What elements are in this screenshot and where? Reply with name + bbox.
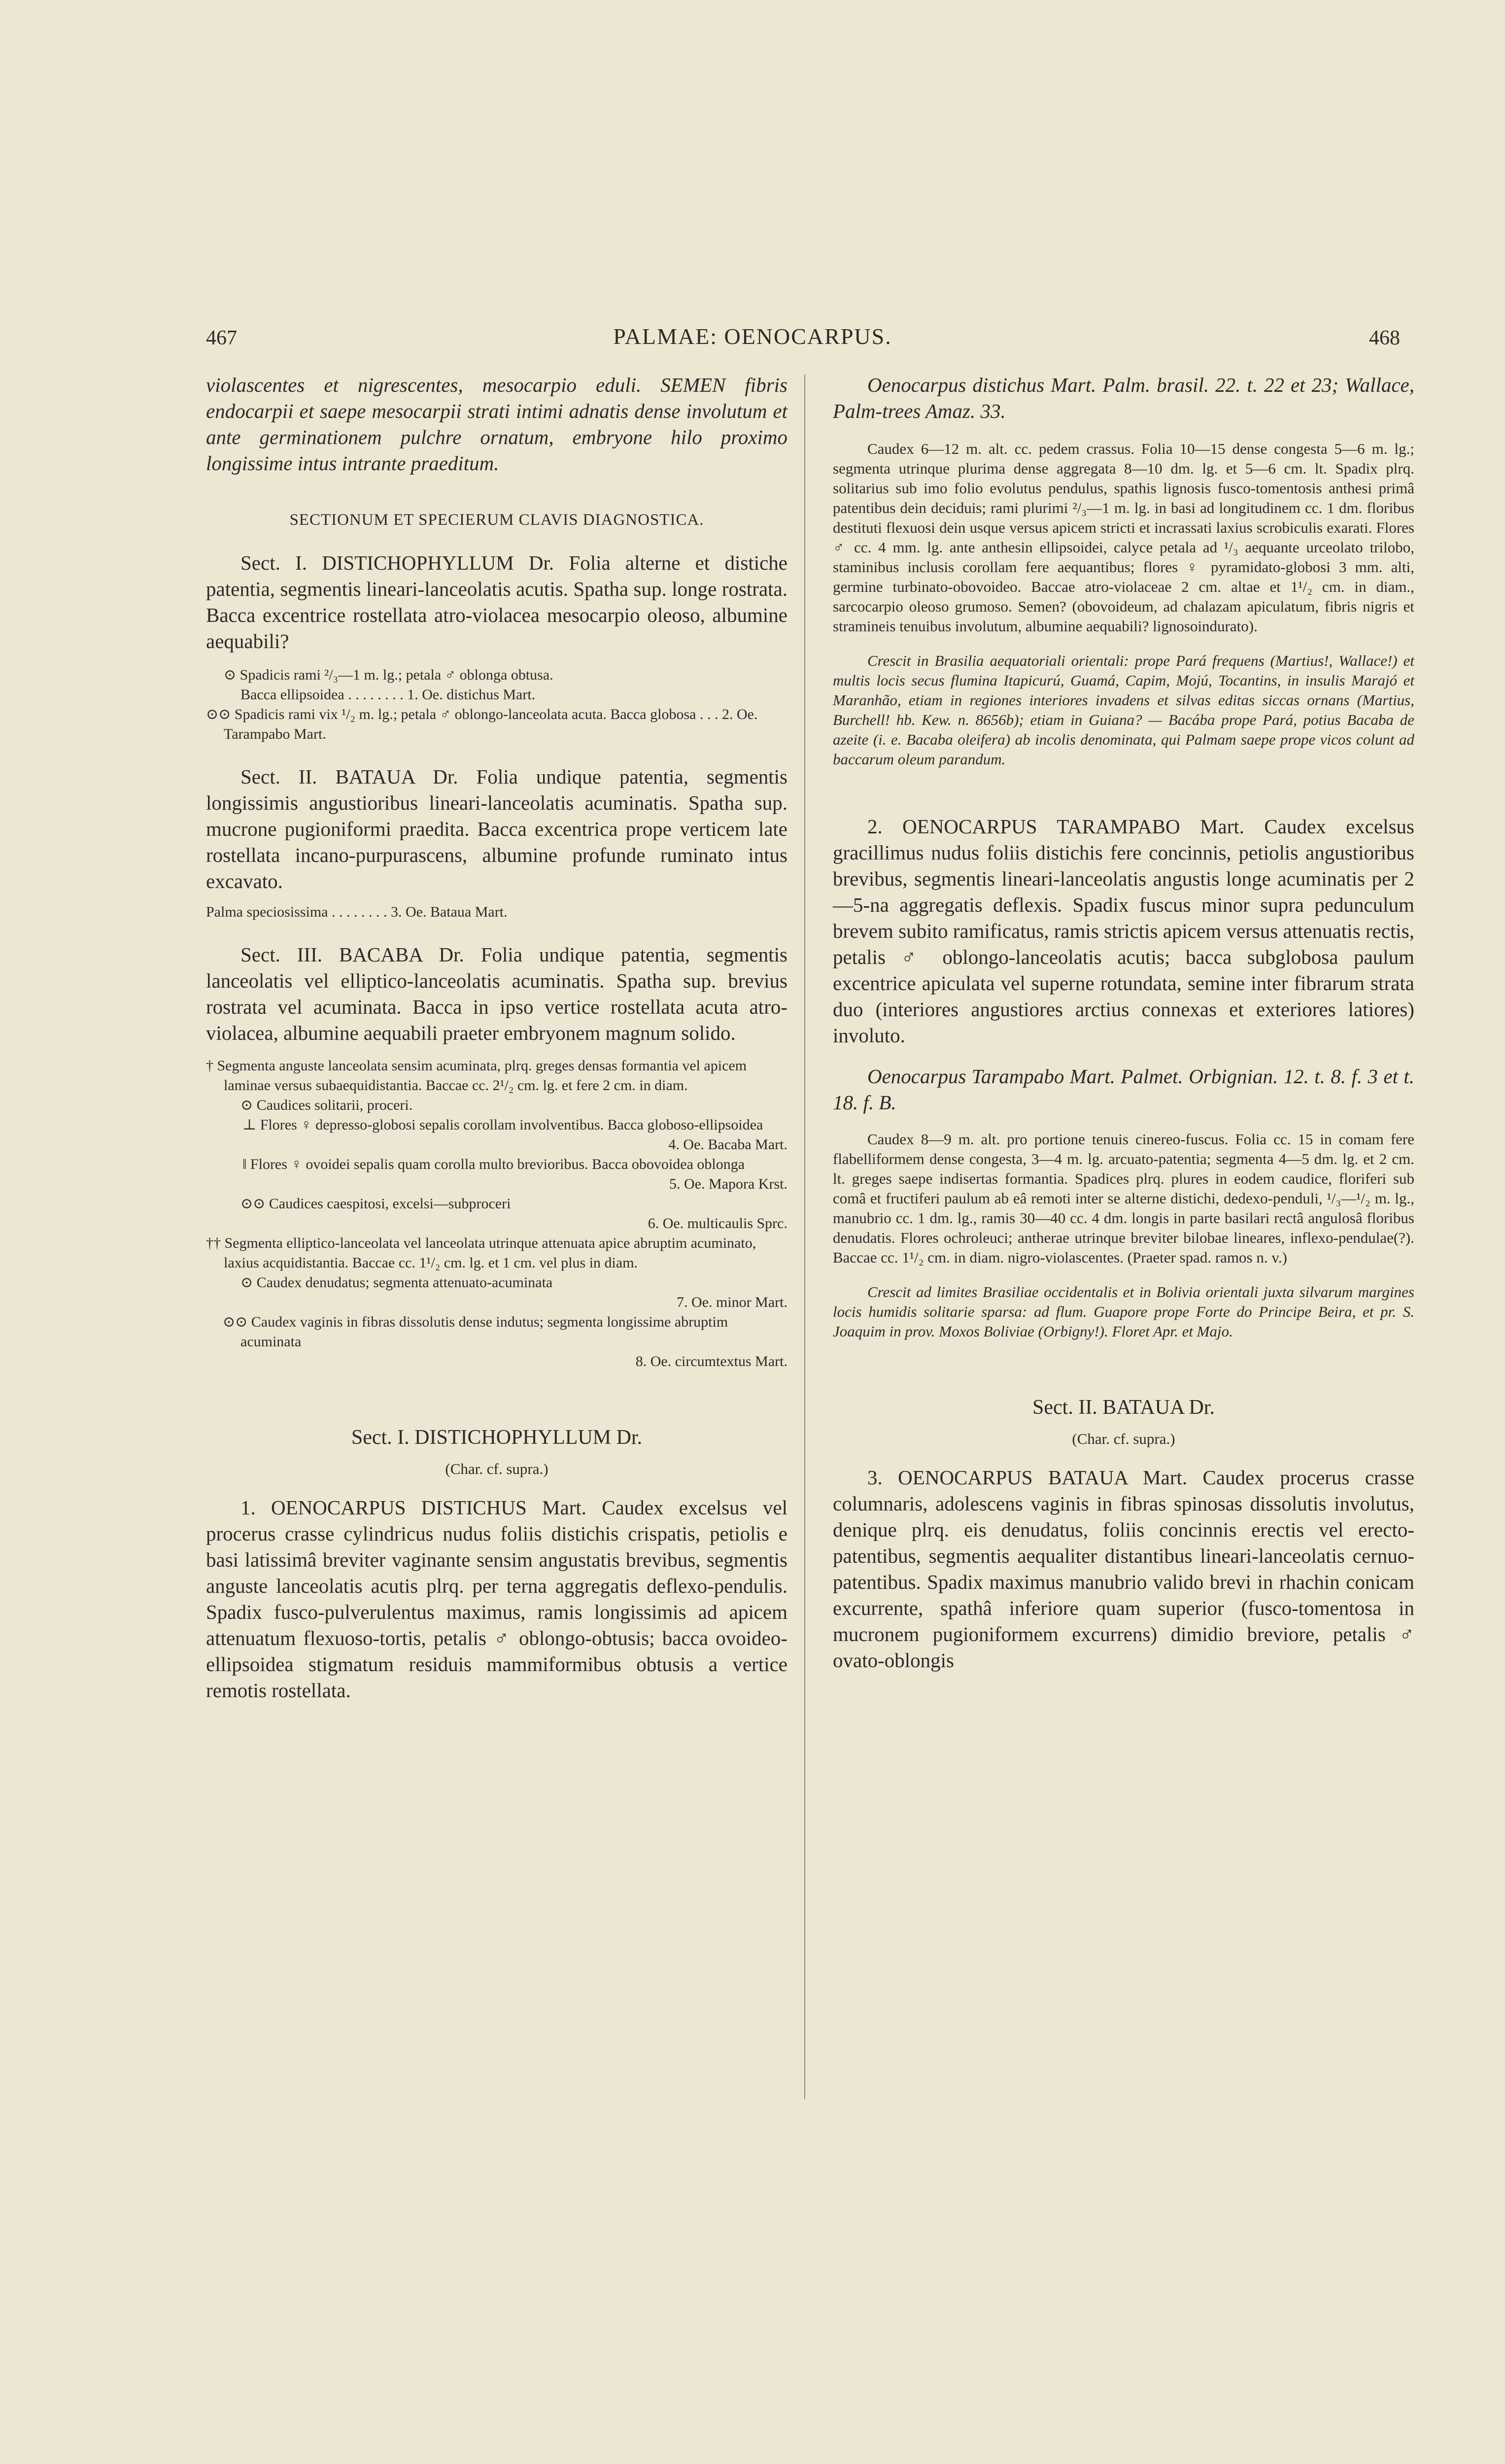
key-species: 8. Oe. circumtextus Mart. (635, 1353, 787, 1369)
key-entry: ⊥ Flores ♀ depresso-globosi sepalis corollam involventibus. Bacca globoso-ellipsoidea (242, 1117, 763, 1133)
key-species: 5. Oe. Mapora Krst. (669, 1176, 787, 1192)
section-heading: Sect. II. BATAUA Dr. (1032, 1396, 1215, 1419)
section-heading: Sect. I. DISTICHOPHYLLUM Dr. (351, 1426, 643, 1449)
column-rule (804, 375, 805, 2099)
species-2-details: Caudex 8—9 m. alt. pro portione tenuis cinereo-fuscus. Folia cc. 15 in comam fere flabelliformem dense congesta, 3—4 m. lg. arcuato-patentia; segmenta 4—5 dm. lg. et 2 cm. lt. greges saepe indisertas formantia. Spadices plrq. plures in eodem caudice, floriferi sub comâ et fructiferi paulum ab eâ remoti inter se alterne distichi, dedexo-penduli, ¹/₃—¹/₂ m. lg., manubrio cc. 1 dm. lg., ramis 30—40 cc. 4 dm. longis in parte basilari rectâ angulosâ floribus denudatis. Flores ochroleuci; antherae utrinque breviter bilobae lineares, inflexo-pendulae(?). Baccae cc. 1¹/₂ cm. in diam. nigro-violascentes. (Praeter spad. ramos n. v.) (833, 1130, 1414, 1266)
key-species: 4. Oe. Bacaba Mart. (668, 1136, 787, 1153)
sect1-key-paragraph: Sect. I. DISTICHOPHYLLUM Dr. Folia alterne et distiche patentia, segmentis lineari-lanceolatis acutis. Spatha sup. longe rostrata. Bacca excentrice rostellata atro-violacea mesocarpio oleoso, albumine aequabili? (206, 551, 787, 652)
sect3-key-entries (206, 1056, 787, 1371)
species-2-citation: Oenocarpus Tarampabo Mart. Palmet. Orbignian. 12. t. 8. f. 3 et t. 18. f. B. (833, 1065, 1414, 1114)
left-column (206, 372, 787, 1704)
species-1-description: 1. OENOCARPUS DISTICHUS Mart. Caudex excelsus vel procerus crasse cylindricus nudus foliis distichis crispatis, petiolis e basi latissimâ breviter vaginante sensim angustatis brevibus, segmentis anguste lanceolatis acutis plrq. per terna aggregatis deflexo-pendulis. Spadix fusco-pulverulentus maximus, ramis longissimis ad apicem attenuatum flexuoso-tortis, petalis ♂ oblongo-obtusis; bacca ovoideo-ellipsoidea stigmatum residuis mammiformibus obtusis a vertice remotis rostellata. (206, 1496, 787, 1702)
species-1-details: Caudex 6—12 m. alt. cc. pedem crassus. Folia 10—15 dense congesta 5—6 m. lg.; segmenta utrinque plurima dense aggregata 8—10 dm. lg. et 5—6 cm. lt. Spadix plrq. solitarius sub imo folio evolutus pendulus, spathis lignosis fusco-tomentosis anthesi primâ patentibus dein deciduis; rami plurimi ²/₃—1 m. lg. in basi ad longitudinem cc. 1 dm. floribus destituti flexuosi dein usque versus apicem stricti et incrassati laxius scrobiculis exarati. Flores ♂ cc. 4 mm. lg. ante anthesin ellipsoidei, calyce petala ad ¹/₃ aequante urceolato trilobo, staminibus inclusis corollam fere aequantibus; flores ♀ pyramidato-globosi 3 mm. alti, germine turbinato-obovoideo. Baccae atro-violaceae 2 cm. altae et 1¹/₂ cm. in diam., sarcocarpio oleoso grumoso. Semen? (obovoideum, ad chalazam apiculatum, fibris nigris et stramineis tenuibus involutum, albumine aequabili? lignosoindurato). (833, 440, 1414, 635)
species-2-description: 2. OENOCARPUS TARAMPABO Mart. Caudex excelsus gracillimus nudus foliis distichis fere concinnis, petiolis angustioribus brevibus, segmentis lineari-lanceolatis angustis longe acuminatis per 2—5-na aggregatis deflexis. Spadix fuscus minor supra pedunculum brevem subito ramificatus, ramis strictis apicem versus attenuatis rectis, petalis ♂ oblongo-lanceolatis acutis; bacca subglobosa paulum excentrice apiculata vel superne rotundata, semine inter fibrarum strata duo (interiores angustiores arctius connexas et exteriores latiores) involuto. (833, 815, 1414, 1047)
species-1-citation: Oenocarpus distichus Mart. Palm. brasil. 22. t. 22 et 23; Wallace, Palm-trees Amaz. 33. (833, 374, 1414, 422)
section-char-note: (Char. cf. supra.) (1072, 1430, 1175, 1447)
key-entry: ⊙⊙ Spadicis rami vix ¹/₂ m. lg.; petala ♂ oblongo-lanceolata acuta. Bacca globosa . . . 2. Oe. Tarampabo Mart. (206, 706, 758, 742)
key-entry: ⊙ Caudices solitarii, proceri. (240, 1097, 413, 1113)
page-number-right: 468 (1369, 327, 1400, 349)
right-column (833, 372, 1414, 1674)
running-head: PALMAE: OENOCARPUS. (613, 324, 892, 349)
key-species: 7. Oe. minor Mart. (677, 1294, 787, 1310)
species-1-habitat: Crescit in Brasilia aequatoriali orientali: prope Pará frequens (Martius!, Wallace!) et multis locis secus flumina Itapicurú, Guamá, Capim, Mojú, Tocantins, in insulis Marajó et Maranhão, etiam in regiones interiores invadens et silvas editas siccas ornans (Martius, Burchell! hb. Kew. n. 8656b); etiam in Guiana? — Bacába prope Pará, potius Bacaba de azeite (i. e. Bacaba oleifera) ab incolis denominata, qui Palmam saepe prope vicos colunt ad baccarum oleum parandum. (833, 652, 1414, 768)
key-title: SECTIONUM ET SPECIERUM CLAVIS DIAGNOSTICA. (289, 511, 704, 529)
key-species: 6. Oe. multicaulis Sprc. (648, 1215, 787, 1232)
key-entry: † Segmenta anguste lanceolata sensim acuminata, plrq. greges densas formantia vel apicem laminae versus subaequidistantia. Baccae cc. 2¹/₂ cm. lg. et fere 2 cm. in diam. (206, 1058, 747, 1094)
sect3-key-paragraph: Sect. III. BACABA Dr. Folia undique patentia, segmentis lanceolatis vel elliptico-lanceolatis acuminatis. Spatha sup. brevius rostrata vel acuminata. Bacca in ipso vertice rostellata acuta atro-violacea, albumine aequabili praeter embryonem magnum solido. (206, 943, 787, 1044)
sect2-key-paragraph: Sect. II. BATAUA Dr. Folia undique patentia, segmentis longissimis angustioribus lineari-lanceolatis acuminatis. Spatha sup. mucrone pugioniformi praedita. Bacca excentrica prope verticem late rostellata incano-purpurascens, albumine profunde ruminato intus excavato. (206, 765, 787, 892)
key-entry: ⊙⊙ Caudices caespitosi, excelsi—subproceri (240, 1196, 511, 1212)
species-2-habitat: Crescit ad limites Brasiliae occidentalis et in Bolivia orientali juxta silvarum margines locis humidis solitarie sparsa: ad flum. Guapore prope Forte do Principe Beira, et pr. S. Joaquim in prov. Moxos Boliviae (Orbigny!). Floret Apr. et Majo. (833, 1283, 1414, 1340)
key-entry: †† Segmenta elliptico-lanceolata vel lanceolata utrinque attenuata apice abruptim acuminato, laxius acquidistantia. Baccae cc. 1¹/₂ cm. lg. et 1 cm. vel plus in diam. (206, 1235, 756, 1271)
species-3-description: 3. OENOCARPUS BATAUA Mart. Caudex procerus crasse columnaris, adolescens vaginis in fibras spinosas dissolutis involutus, denique plrq. eis denudatus, foliis concinnis erectis vel erecto-patentibus, segmentis aequaliter distantibus lineari-lanceolatis cernuo-patentibus. Spadix maximus manubrio valido brevi in rhachin conicam excurrente, spathâ inferiore quam superior (fusco-tomentosa in mucronem pugioniformem excurrens) dimidio breviore, petalis ♂ ovato-oblongis (833, 1466, 1414, 1672)
intro-paragraph: violascentes et nigrescentes, mesocarpio eduli. SEMEN fibris endocarpii et saepe mesocarpii strati intimi adnatis dense involutum et ante germinationem pulchre ornatum, embryone hilo proximo longissime intus intrante praeditum. (206, 374, 787, 475)
key-entry: Palma speciosissima . . . . . . . . 3. Oe. Bataua Mart. (206, 904, 508, 920)
key-entry: ⊙ Spadicis rami ²/₃—1 m. lg.; petala ♂ oblonga obtusa. (224, 667, 553, 683)
page-number-left: 467 (206, 327, 237, 349)
sect1-key-entries (206, 665, 787, 744)
key-entry: Bacca ellipsoidea . . . . . . . . 1. Oe. distichus Mart. (240, 686, 536, 703)
key-entry: ‖ Flores ♀ ovoidei sepalis quam corolla multo brevioribus. Bacca obovoidea oblonga (242, 1156, 745, 1172)
key-entry: ⊙ Caudex denudatus; segmenta attenuato-acuminata (240, 1274, 553, 1291)
section-char-note: (Char. cf. supra.) (445, 1460, 548, 1477)
key-entry: ⊙⊙ Caudex vaginis in fibras dissolutis dense indutus; segmenta longissime abruptim acuminata (223, 1314, 728, 1350)
